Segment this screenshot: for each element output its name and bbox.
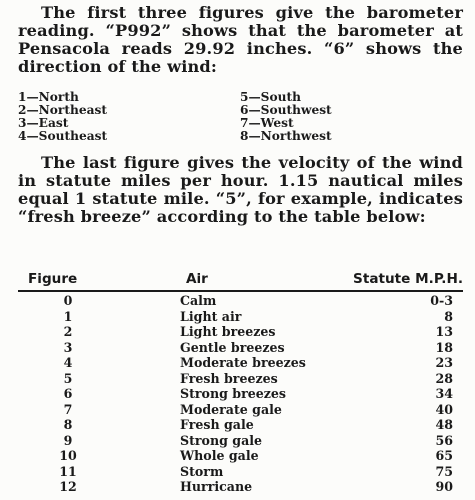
table-rule: [18, 290, 463, 292]
cell-mph: 13: [435, 324, 453, 339]
direction-item: 2—Northeast: [18, 103, 107, 117]
wind-table: [18, 293, 463, 495]
cell-figure: 4: [63, 355, 73, 370]
cell-mph: 0-3: [430, 293, 453, 308]
direction-item: 5—South: [240, 90, 301, 104]
cell-figure: 3: [63, 339, 73, 355]
header-air: Air: [186, 271, 208, 287]
cell-air: Light breezes: [180, 324, 276, 339]
direction-item: 7—West: [240, 116, 294, 130]
table-row: [18, 402, 463, 418]
table-row: [18, 479, 463, 495]
cell-air: Calm: [180, 293, 217, 308]
cell-mph: 75: [435, 463, 453, 479]
table-row: [18, 371, 463, 387]
cell-mph: 8: [444, 308, 453, 324]
cell-air: Whole gale: [180, 448, 259, 463]
cell-air: Hurricane: [180, 479, 253, 494]
cell-mph: 90: [435, 479, 453, 494]
cell-air: Storm: [180, 463, 224, 479]
cell-mph: 18: [435, 339, 453, 355]
cell-air: Strong gale: [180, 432, 263, 448]
direction-item: 1—North: [18, 90, 79, 104]
cell-figure: 2: [63, 324, 73, 339]
cell-air: Gentle breezes: [180, 339, 285, 355]
direction-item: 8—Northwest: [240, 129, 332, 143]
cell-mph: 40: [435, 401, 453, 417]
cell-mph: 65: [435, 448, 453, 463]
cell-air: Strong breezes: [180, 386, 287, 401]
cell-air: Fresh gale: [180, 417, 254, 432]
cell-air: Fresh breezes: [180, 370, 278, 386]
velocity-text: The last figure gives the velocity of the wind in statute miles per hour. 1.15 nautical miles equal 1 statute mile. “5”, for example, indicates “fresh breeze” according to the table below:: [18, 153, 463, 226]
direction-item: 4—Southeast: [18, 129, 108, 143]
cell-figure: 6: [63, 386, 73, 401]
cell-figure: 0: [63, 293, 73, 308]
table-row: [18, 324, 463, 340]
cell-figure: 7: [63, 401, 73, 417]
table-row: [18, 355, 463, 371]
table-row: [18, 293, 463, 309]
cell-figure: 5: [63, 370, 73, 386]
cell-mph: 56: [435, 432, 453, 448]
cell-mph: 28: [435, 370, 453, 386]
table-row: [18, 340, 463, 356]
intro-paragraph: [18, 4, 463, 76]
cell-figure: 10: [59, 448, 77, 463]
table-header: [18, 271, 463, 289]
cell-mph: 34: [435, 386, 453, 401]
direction-item: 3—East: [18, 116, 69, 130]
header-figure: Figure: [28, 271, 78, 287]
cell-figure: 9: [63, 432, 73, 448]
table-row: [18, 433, 463, 449]
cell-air: Light air: [180, 308, 242, 324]
cell-mph: 23: [435, 355, 453, 370]
cell-figure: 1: [63, 308, 73, 324]
cell-figure: 8: [63, 417, 73, 432]
cell-figure: 12: [59, 479, 77, 494]
table-row: [18, 386, 463, 402]
header-mph: Statute M.P.H.: [353, 271, 463, 287]
table-row: [18, 448, 463, 464]
table-row: [18, 417, 463, 433]
cell-mph: 48: [435, 417, 453, 432]
table-row: [18, 309, 463, 325]
cell-air: Moderate breezes: [180, 355, 306, 370]
table-row: [18, 464, 463, 480]
cell-figure: 11: [59, 463, 77, 479]
direction-item: 6—Southwest: [240, 103, 332, 117]
cell-air: Moderate gale: [180, 401, 282, 417]
velocity-paragraph: [18, 154, 463, 226]
intro-text: The first three figures give the barometer reading. “P992” shows that the barometer at Pensacola reads 29.92 inches. “6” shows the direction of the wind:: [18, 3, 463, 76]
